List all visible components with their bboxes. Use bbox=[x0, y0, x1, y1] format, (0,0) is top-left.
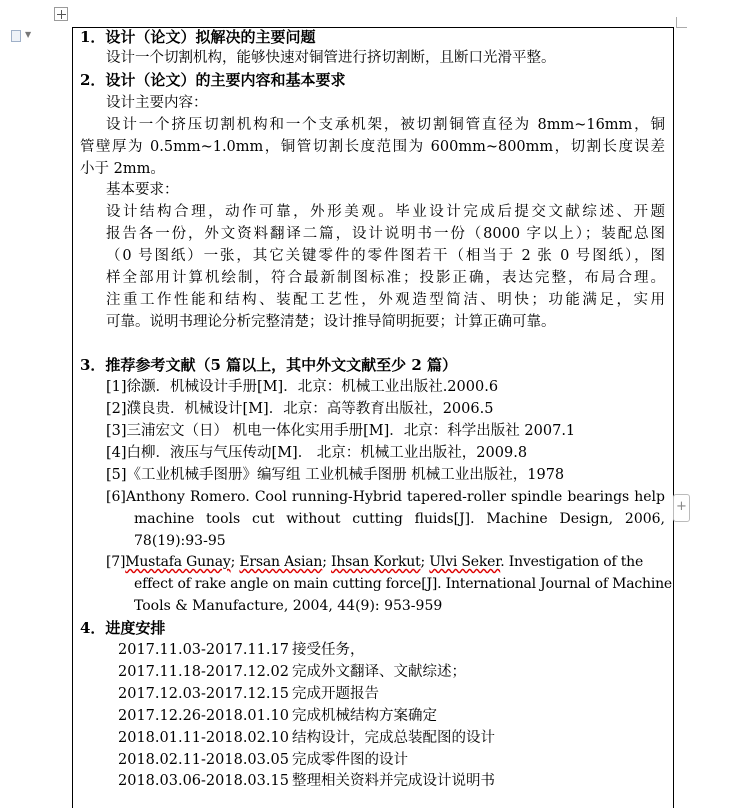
author-separator: ; bbox=[420, 554, 430, 570]
page-corner-mark-icon bbox=[676, 17, 687, 28]
schedule-task: 完成零件图的设计 bbox=[292, 752, 408, 768]
schedule-date: 2017.12.03-2017.12.15 bbox=[118, 686, 289, 702]
section-heading: 3．推荐参考文献（5 篇以上，其中外文文献至少 2 篇） bbox=[80, 356, 457, 374]
reference-item: [3]三浦宏文（日） 机电一体化实用手册[M]．北京：科学出版社 2007.1 bbox=[106, 423, 576, 439]
section-heading: 1．设计（论文）拟解决的主要问题 bbox=[80, 28, 316, 46]
paragraph-line: 样全部用计算机绘制，符合最新制图标准；投影正确，表达完整，布局合理。 bbox=[106, 270, 665, 286]
document-icon[interactable] bbox=[11, 30, 21, 42]
reference-item: [1]徐灏．机械设计手册[M]．北京：机械工业出版社.2000.6 bbox=[106, 379, 499, 395]
paragraph-line: 管壁厚为 0.5mm~1.0mm，铜管切割长度范围为 600mm~800mm，切割长度误差 bbox=[80, 139, 665, 155]
schedule-task: 接受任务， bbox=[292, 642, 365, 658]
schedule-task: 完成开题报告 bbox=[292, 686, 379, 702]
reference-item: [5]《工业机械手图册》编写组 工业机械手图册 机械工业出版社，1978 bbox=[106, 467, 565, 483]
reference-item-continued: effect of rake angle on main cutting force[J]. International Journal of Machine bbox=[134, 576, 673, 592]
reference-item-continued: 78(19):93-95 bbox=[134, 533, 226, 549]
paragraph-line: 报告各一份，外文资料翻译二篇，设计说明书一份（8000 字以上）；装配总图 bbox=[106, 226, 665, 242]
paragraph-line: 设计一个挤压切割机构和一个支承机架，被切割铜管直径为 8mm~16mm，铜 bbox=[106, 117, 665, 133]
reference-number: [7] bbox=[106, 554, 126, 570]
author-name: Ihsan Korkut bbox=[331, 554, 421, 570]
table-move-handle-icon[interactable] bbox=[54, 7, 68, 21]
author-separator: ; bbox=[230, 554, 240, 570]
paragraph-line: 注重工作性能和结构、装配工艺性，外观造型简洁、明快；功能满足，实用 bbox=[106, 292, 665, 308]
reference-item: [6]Anthony Romero. Cool running-Hybrid tapered-roller spindle bearings help bbox=[106, 489, 665, 505]
section-heading: 2．设计（论文）的主要内容和基本要求 bbox=[80, 71, 346, 89]
schedule-date: 2018.03.06-2018.03.15 bbox=[118, 773, 289, 789]
paragraph-line: 可靠。说明书理论分析完整清楚；设计推导简明扼要；计算正确可靠。 bbox=[106, 314, 556, 330]
reference-title: . Investigation of the bbox=[500, 554, 644, 570]
dropdown-caret-icon[interactable]: ▼ bbox=[25, 30, 32, 39]
reference-item: [4]白柳．液压与气压传动[M]． 北京：机械工业出版社，2009.8 bbox=[106, 445, 528, 461]
add-row-button[interactable]: + bbox=[673, 494, 690, 522]
author-name: Ersan Asian bbox=[239, 554, 323, 570]
schedule-task: 结构设计，完成总装配图的设计 bbox=[292, 730, 495, 746]
author-name: Mustafa Gunay bbox=[125, 554, 231, 570]
section-heading: 4．进度安排 bbox=[80, 619, 166, 637]
schedule-date: 2017.12.26-2018.01.10 bbox=[118, 708, 289, 724]
reference-item: [2]濮良贵．机械设计[M]．北京：高等教育出版社，2006.5 bbox=[106, 401, 494, 417]
schedule-task: 完成外文翻译、文献综述； bbox=[292, 664, 466, 680]
author-separator: ; bbox=[322, 554, 332, 570]
paragraph-label: 设计主要内容： bbox=[106, 95, 208, 111]
schedule-date: 2018.01.11-2018.02.10 bbox=[118, 730, 289, 746]
author-name: Ulvi Seker bbox=[429, 554, 501, 570]
paragraph-line: （0 号图纸）一张，其它关键零件的零件图若干（相当于 2 张 0 号图纸），图 bbox=[106, 248, 665, 264]
paragraph: 设计一个切割机构，能够快速对铜管进行挤切割断，且断口光滑平整。 bbox=[106, 50, 556, 66]
reference-item-continued: Tools & Manufacture, 2004, 44(9): 953-959 bbox=[134, 598, 443, 614]
reference-item-continued: machine tools cut without cutting fluids[J]. Machine Design, 2006, bbox=[134, 511, 665, 527]
paragraph-line: 设计结构合理，动作可靠，外形美观。毕业设计完成后提交文献综述、开题 bbox=[106, 204, 665, 220]
paragraph-label: 基本要求： bbox=[106, 182, 179, 198]
schedule-date: 2017.11.03-2017.11.17 bbox=[118, 642, 289, 658]
schedule-task: 整理相关资料并完成设计说明书 bbox=[292, 773, 495, 789]
paragraph-line: 小于 2mm。 bbox=[80, 161, 165, 177]
schedule-date: 2017.11.18-2017.12.02 bbox=[118, 664, 289, 680]
schedule-date: 2018.02.11-2018.03.05 bbox=[118, 752, 289, 768]
schedule-task: 完成机械结构方案确定 bbox=[292, 708, 437, 724]
reference-item bbox=[106, 552, 643, 572]
